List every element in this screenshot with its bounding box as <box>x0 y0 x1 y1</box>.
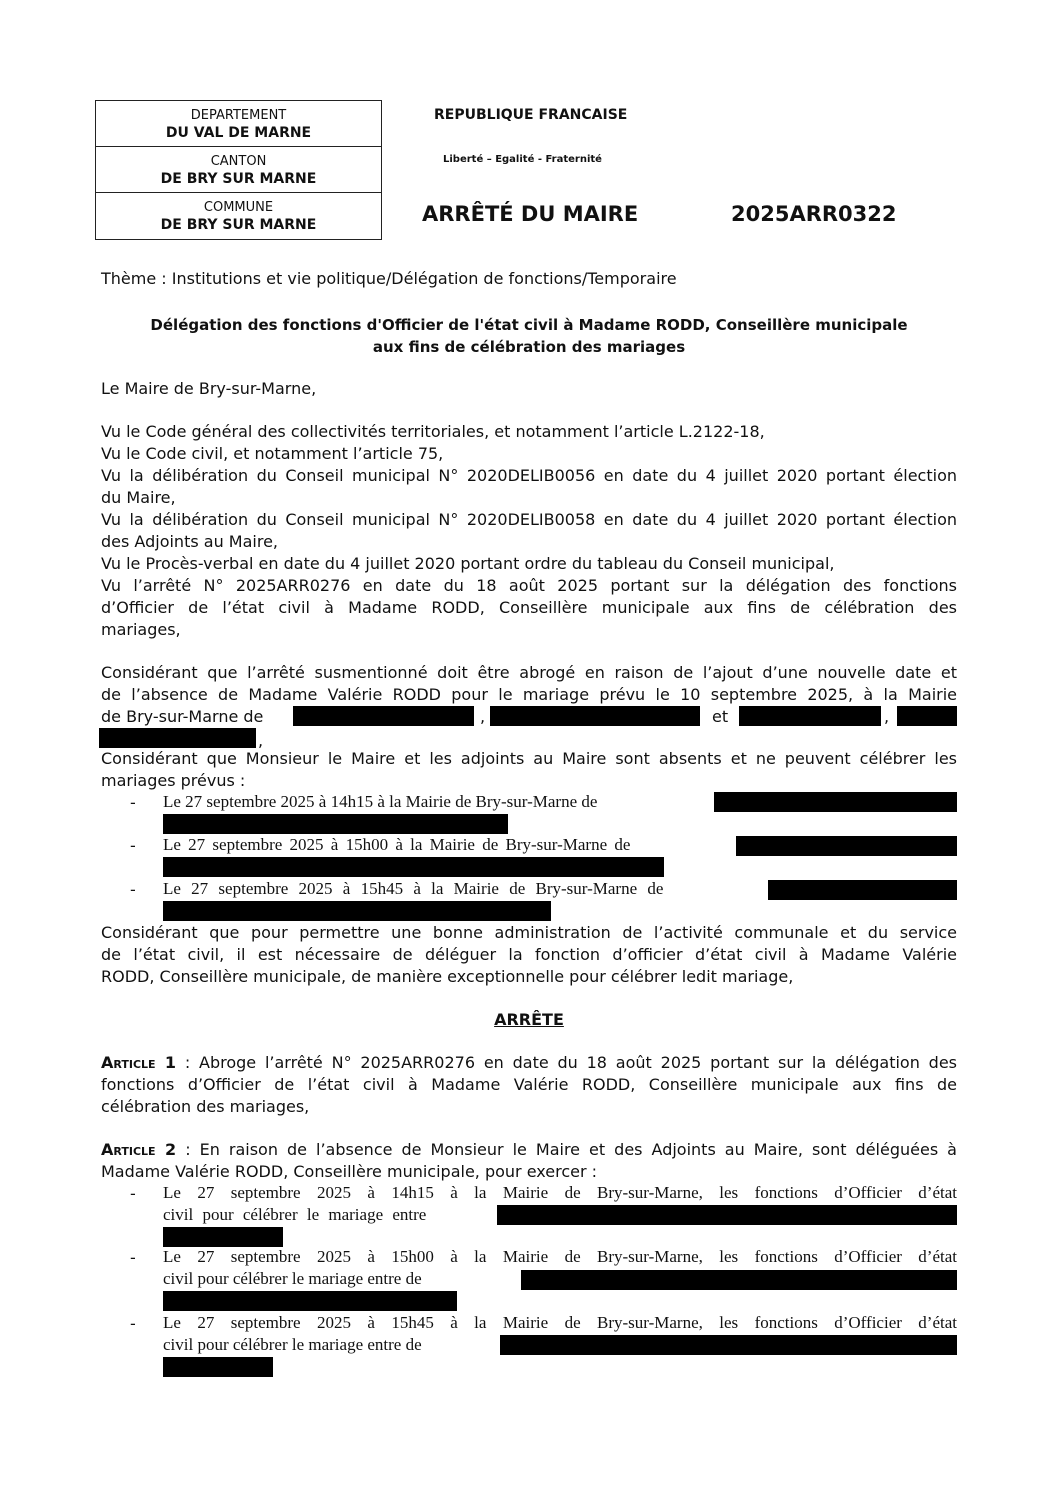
header-box-canton <box>96 147 381 193</box>
redaction-block <box>500 1335 957 1355</box>
redaction-block <box>163 857 664 877</box>
document-number: 2025ARR0322 <box>731 202 897 226</box>
intro-line: Le Maire de Bry-sur-Marne, <box>101 379 317 398</box>
republic-label: REPUBLIQUE FRANCAISE <box>434 107 628 123</box>
considerant-line: de l’état civil, il est nécessaire de déléguer la fonction d’officier d’état civil à Madame Valérie <box>101 945 957 964</box>
list-dash: - <box>130 1248 136 1267</box>
vu-line: Vu le Code général des collectivités territoriales, et notamment l’article L.2122-18, <box>101 422 765 441</box>
article-2-label: Article 2 <box>101 1140 177 1159</box>
redaction-block <box>99 728 256 748</box>
article-1-line: fonctions d’Officier de l’état civil à Madame Valérie RODD, Conseillère municipale aux fins de <box>101 1075 957 1094</box>
republic-motto: Liberté – Egalité - Fraternité <box>443 154 602 165</box>
redaction-block <box>521 1270 957 1290</box>
list-item: Le 27 septembre 2025 à 14h15 à la Mairie de Bry-sur-Marne de <box>163 792 598 811</box>
vu-line: Vu le Code civil, et notamment l’article 75, <box>101 444 444 463</box>
redaction-block <box>163 1291 457 1311</box>
considerant-line: mariages prévus : <box>101 771 246 790</box>
article-2-line <box>101 1139 957 1161</box>
redaction-block <box>768 880 957 900</box>
redaction-block <box>293 706 474 726</box>
vu-line: des Adjoints au Maire, <box>101 532 278 551</box>
redaction-block <box>736 836 957 856</box>
list-item: civil pour célébrer le mariage entre de <box>163 1269 422 1288</box>
subject-line-2: aux fins de célébration des mariages <box>372 338 686 356</box>
header-boxes <box>95 100 382 240</box>
article-1-label: Article 1 <box>101 1053 176 1072</box>
comma-separator: , <box>258 731 264 750</box>
list-item: Le 27 septembre 2025 à 15h45 à la Mairie de Bry-sur-Marne, les fonctions d’Officier d’état <box>163 1313 957 1332</box>
header-box-label: CANTON <box>210 154 267 169</box>
list-dash: - <box>130 836 136 855</box>
header-box-label: COMMUNE <box>203 200 274 215</box>
considerant-line: RODD, Conseillère municipale, de manière exceptionnelle pour célébrer ledit mariage, <box>101 967 794 986</box>
vu-line: Vu la délibération du Conseil municipal N° 2020DELIB0056 en date du 4 juillet 2020 portant élection <box>101 466 957 485</box>
list-item: civil pour célébrer le mariage entre de <box>163 1335 422 1354</box>
considerant-line: Considérant que l’arrêté susmentionné doit être abrogé en raison de l’ajout d’une nouvelle date et <box>101 663 957 682</box>
redaction-block <box>897 706 957 726</box>
list-item: civil pour célébrer le mariage entre <box>163 1205 427 1224</box>
subject-line-1: Délégation des fonctions d'Officier de l'état civil à Madame RODD, Conseillère municipale <box>150 316 908 334</box>
list-item: Le 27 septembre 2025 à 14h15 à la Mairie de Bry-sur-Marne, les fonctions d’Officier d’état <box>163 1183 957 1202</box>
redaction-block <box>739 706 881 726</box>
header-box-label: DEPARTEMENT <box>190 108 287 123</box>
arrete-heading <box>101 1009 957 1031</box>
list-dash: - <box>130 793 136 812</box>
document-title: ARRÊTÉ DU MAIRE <box>422 202 639 226</box>
article-1-text: : Abroge l’arrêté N° 2025ARR0276 en date du 18 août 2025 portant sur la délégation des <box>176 1053 957 1072</box>
arrete-heading-text: ARRÊTE <box>494 1010 564 1029</box>
redaction-block <box>163 1357 273 1377</box>
theme-line: Thème : Institutions et vie politique/Délégation de fonctions/Temporaire <box>101 269 677 288</box>
vu-line: d’Officier de l’état civil à Madame RODD, Conseillère municipale aux fins de célébration des <box>101 598 957 617</box>
considerant-line-start: de Bry-sur-Marne de <box>101 707 264 726</box>
list-item: Le 27 septembre 2025 à 15h00 à la Mairie de Bry-sur-Marne, les fonctions d’Officier d’état <box>163 1247 957 1266</box>
redaction-block <box>497 1205 957 1225</box>
list-dash: - <box>130 1314 136 1333</box>
header-box-value: DU VAL DE MARNE <box>165 125 312 141</box>
list-dash: - <box>130 1184 136 1203</box>
considerant-line: Considérant que pour permettre une bonne administration de l’activité communale et du service <box>101 923 957 942</box>
list-item: Le 27 septembre 2025 à 15h00 à la Mairie de Bry-sur-Marne de <box>163 835 631 854</box>
comma-separator: , <box>884 707 890 726</box>
article-1-line <box>101 1052 957 1074</box>
vu-line: Vu la délibération du Conseil municipal N° 2020DELIB0058 en date du 4 juillet 2020 portant élection <box>101 510 957 529</box>
article-2-line: Madame Valérie RODD, Conseillère municipale, pour exercer : <box>101 1162 598 1181</box>
list-item: Le 27 septembre 2025 à 15h45 à la Mairie de Bry-sur-Marne de <box>163 879 664 898</box>
article-1-line: célébration des mariages, <box>101 1097 310 1116</box>
header-box-value: DE BRY SUR MARNE <box>160 171 317 187</box>
redaction-block <box>163 814 508 834</box>
considerant-line: de l’absence de Madame Valérie RODD pour le mariage prévu le 10 septembre 2025, à la Mairie <box>101 685 957 704</box>
header-box-value: DE BRY SUR MARNE <box>160 217 317 233</box>
redaction-block <box>163 901 551 921</box>
list-dash: - <box>130 880 136 899</box>
comma-separator: , <box>480 707 486 726</box>
vu-line: du Maire, <box>101 488 176 507</box>
considerant-line: Considérant que Monsieur le Maire et les adjoints au Maire sont absents et ne peuvent célébrer les <box>101 749 957 768</box>
redaction-block <box>714 792 957 812</box>
header-box-commune <box>96 193 381 239</box>
vu-line: Vu le Procès-verbal en date du 4 juillet 2020 portant ordre du tableau du Conseil municipal, <box>101 554 835 573</box>
vu-line: Vu l’arrêté N° 2025ARR0276 en date du 18 août 2025 portant sur la délégation des fonctions <box>101 576 957 595</box>
vu-line: mariages, <box>101 620 181 639</box>
article-2-text: : En raison de l’absence de Monsieur le Maire et des Adjoints au Maire, sont déléguées à <box>176 1140 957 1159</box>
header-box-departement <box>96 101 381 147</box>
redaction-block <box>163 1227 283 1247</box>
redaction-block <box>490 706 700 726</box>
et-conjunction: et <box>712 707 729 726</box>
